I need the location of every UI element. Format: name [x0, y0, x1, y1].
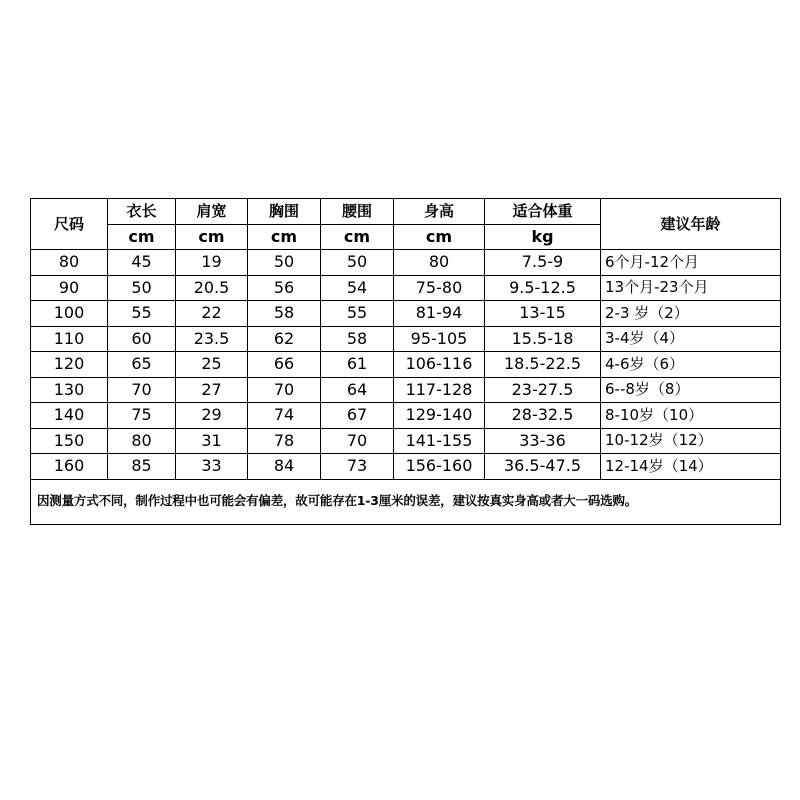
cell-height: 81-94 [394, 301, 485, 327]
cell-weight: 28-32.5 [485, 403, 601, 429]
cell-waist: 54 [321, 275, 394, 301]
cell-chest: 78 [248, 428, 321, 454]
cell-weight: 18.5-22.5 [485, 352, 601, 378]
cell-size: 90 [31, 275, 108, 301]
cell-chest: 58 [248, 301, 321, 327]
cell-age: 4-6岁（6） [601, 352, 781, 378]
cell-waist: 58 [321, 326, 394, 352]
cell-size: 80 [31, 250, 108, 276]
table-row [31, 454, 781, 480]
header-chest: 胸围 [248, 199, 321, 225]
unit-length: cm [108, 224, 176, 250]
cell-chest: 84 [248, 454, 321, 480]
cell-size: 100 [31, 301, 108, 327]
cell-waist: 50 [321, 250, 394, 276]
cell-height: 156-160 [394, 454, 485, 480]
unit-chest: cm [248, 224, 321, 250]
cell-height: 106-116 [394, 352, 485, 378]
header-waist: 腰围 [321, 199, 394, 225]
cell-age: 10-12岁（12） [601, 428, 781, 454]
cell-length: 80 [108, 428, 176, 454]
table-row [31, 352, 781, 378]
cell-weight: 33-36 [485, 428, 601, 454]
cell-weight: 15.5-18 [485, 326, 601, 352]
cell-length: 60 [108, 326, 176, 352]
cell-shoulder: 25 [176, 352, 248, 378]
size-chart-table [30, 198, 781, 525]
cell-age: 3-4岁（4） [601, 326, 781, 352]
table-row [31, 275, 781, 301]
measurement-note: 因测量方式不同，制作过程中也可能会有偏差，故可能存在1-3厘米的误差，建议按真实身高或者大一码选购。 [31, 479, 781, 524]
cell-shoulder: 23.5 [176, 326, 248, 352]
cell-waist: 70 [321, 428, 394, 454]
cell-size: 150 [31, 428, 108, 454]
cell-waist: 67 [321, 403, 394, 429]
note-row [31, 479, 781, 524]
header-weight: 适合体重 [485, 199, 601, 225]
header-height: 身高 [394, 199, 485, 225]
cell-shoulder: 33 [176, 454, 248, 480]
cell-chest: 62 [248, 326, 321, 352]
cell-height: 117-128 [394, 377, 485, 403]
unit-height: cm [394, 224, 485, 250]
cell-age: 2-3 岁（2） [601, 301, 781, 327]
cell-age: 6个月-12个月 [601, 250, 781, 276]
header-shoulder: 肩宽 [176, 199, 248, 225]
table-row [31, 301, 781, 327]
cell-shoulder: 22 [176, 301, 248, 327]
cell-length: 50 [108, 275, 176, 301]
cell-height: 95-105 [394, 326, 485, 352]
cell-size: 140 [31, 403, 108, 429]
cell-shoulder: 29 [176, 403, 248, 429]
table-row [31, 377, 781, 403]
unit-waist: cm [321, 224, 394, 250]
table-row [31, 428, 781, 454]
cell-chest: 70 [248, 377, 321, 403]
table-row [31, 326, 781, 352]
cell-shoulder: 19 [176, 250, 248, 276]
cell-chest: 50 [248, 250, 321, 276]
cell-waist: 55 [321, 301, 394, 327]
header-row [31, 199, 781, 225]
unit-shoulder: cm [176, 224, 248, 250]
cell-length: 55 [108, 301, 176, 327]
cell-chest: 74 [248, 403, 321, 429]
cell-shoulder: 20.5 [176, 275, 248, 301]
cell-age: 8-10岁（10） [601, 403, 781, 429]
cell-age: 13个月-23个月 [601, 275, 781, 301]
cell-length: 75 [108, 403, 176, 429]
cell-waist: 73 [321, 454, 394, 480]
cell-height: 80 [394, 250, 485, 276]
cell-size: 160 [31, 454, 108, 480]
cell-height: 129-140 [394, 403, 485, 429]
cell-weight: 36.5-47.5 [485, 454, 601, 480]
cell-size: 110 [31, 326, 108, 352]
cell-height: 75-80 [394, 275, 485, 301]
cell-length: 45 [108, 250, 176, 276]
cell-weight: 9.5-12.5 [485, 275, 601, 301]
table-row [31, 250, 781, 276]
cell-age: 6--8岁（8） [601, 377, 781, 403]
cell-size: 120 [31, 352, 108, 378]
cell-waist: 61 [321, 352, 394, 378]
cell-weight: 13-15 [485, 301, 601, 327]
unit-weight: kg [485, 224, 601, 250]
header-size: 尺码 [31, 199, 108, 250]
cell-shoulder: 27 [176, 377, 248, 403]
header-age: 建议年龄 [601, 199, 781, 250]
cell-chest: 56 [248, 275, 321, 301]
cell-weight: 23-27.5 [485, 377, 601, 403]
cell-length: 70 [108, 377, 176, 403]
cell-shoulder: 31 [176, 428, 248, 454]
cell-length: 65 [108, 352, 176, 378]
cell-length: 85 [108, 454, 176, 480]
cell-height: 141-155 [394, 428, 485, 454]
header-length: 衣长 [108, 199, 176, 225]
cell-weight: 7.5-9 [485, 250, 601, 276]
cell-chest: 66 [248, 352, 321, 378]
cell-waist: 64 [321, 377, 394, 403]
cell-age: 12-14岁（14） [601, 454, 781, 480]
cell-size: 130 [31, 377, 108, 403]
table-row [31, 403, 781, 429]
